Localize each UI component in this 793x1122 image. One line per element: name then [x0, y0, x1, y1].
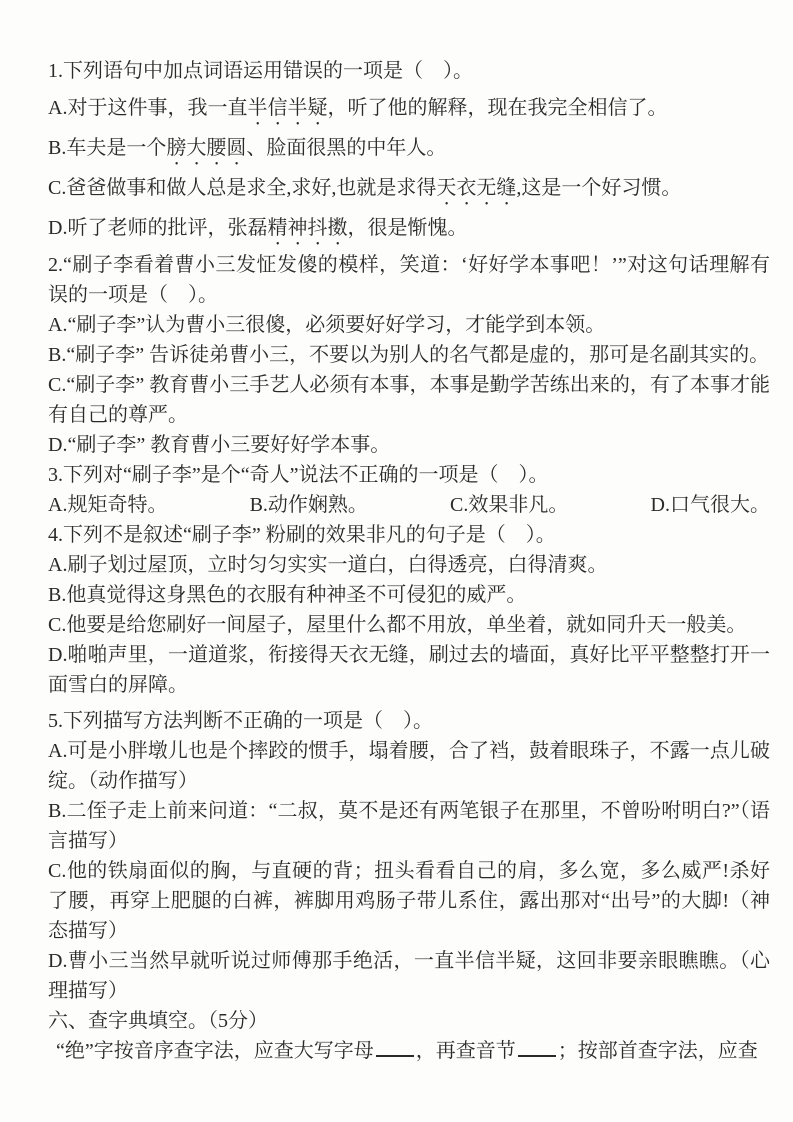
option-text: 、脸面很黑的中年人。 [246, 136, 447, 159]
blank-line [376, 1041, 414, 1057]
option-text: ,这是一个好习惯。 [516, 176, 682, 199]
option-text: A.对于这件事，我一直 [48, 96, 248, 119]
question-3-option-a: A.规矩奇特。 [48, 493, 168, 516]
question-1 [48, 53, 770, 250]
emphasized-word: 膀大腰圆 [166, 136, 247, 159]
option-text: ，听了他的解释，现在我完全相信了。 [327, 96, 668, 119]
question-1-option-a [48, 90, 770, 130]
question-3-option-c: C.效果非凡。 [450, 493, 569, 516]
question-1-option-b [48, 130, 770, 170]
question-3 [48, 460, 770, 520]
question-3-option-d: D.口气很大。 [650, 493, 770, 516]
dict-text: “绝”字按音序查字法，应查大写字母 [56, 1039, 374, 1062]
question-5-option-d: D.曹小三当然早就听说过师傅那手绝活，一直半信半疑，这回非要亲眼瞧瞧。（心理描写） [48, 949, 770, 1002]
question-1-stem: 1.下列语句中加点词语运用错误的一项是（ ）。 [48, 60, 473, 82]
option-text: C.爸爸做事和做人总是求全,求好,也就是求得 [48, 176, 437, 199]
emphasized-word: 半信半疑 [247, 96, 328, 119]
option-text: ，很是惭愧。 [347, 216, 468, 239]
dictionary-fill-line [48, 1036, 770, 1066]
blank-line [518, 1041, 556, 1057]
question-4-option-c: C.他要是给您刷好一间屋子，屋里什么都不用放，单坐着，就如同升天一般美。 [48, 613, 747, 636]
question-2-option-b: B.“刷子李” 告诉徒弟曹小三，不要以为别人的名气都是虚的，那可是名副其实的。 [48, 343, 770, 366]
question-4-option-b: B.他真觉得这身黑色的衣服有种神圣不可侵犯的威严。 [48, 583, 527, 606]
dict-text: ；按部首查字法，应查 [557, 1039, 758, 1062]
dict-text: ，再查音节 [415, 1039, 516, 1062]
question-4-option-a: A.刷子划过屋顶，立时匀匀实实一道白，白得透亮，白得清爽。 [48, 553, 608, 576]
question-2-option-d: D.“刷子李” 教育曹小三要好好学本事。 [48, 433, 391, 456]
question-3-option-b: B.动作娴熟。 [249, 493, 368, 516]
question-5-option-b: B.二侄子走上前来问道：“二叔，莫不是还有两笔银子在那里，不曾吩咐明白?”（语言描写） [48, 799, 770, 852]
question-5-option-a: A.可是小胖墩儿也是个摔跤的惯手，塌着腰，合了裆，鼓着眼珠子，不露一点儿破绽。（动作描写） [48, 739, 770, 792]
question-3-stem: 3.下列对“刷子李”是个“奇人”说法不正确的一项是（ ）。 [48, 463, 549, 486]
question-5 [48, 706, 770, 1006]
question-4 [48, 520, 770, 700]
section-6 [48, 1006, 770, 1066]
question-1-option-c [48, 170, 770, 210]
emphasized-word: 天衣无缝 [436, 176, 517, 199]
emphasized-word: 精神抖擞 [267, 216, 348, 239]
question-2-option-a: A.“刷子李”认为曹小三很傻，必须要好好学习，才能学到本领。 [48, 313, 606, 336]
question-2-stem: 2.“刷子李看着曹小三发怔发傻的模样，笑道：‘好好学本事吧！’”对这句话理解有误的一项是（ ）。 [48, 253, 770, 306]
question-5-stem: 5.下列描写方法判断不正确的一项是（ ）。 [48, 709, 433, 732]
section-6-header: 六、查字典填空。（5分） [48, 1009, 268, 1032]
question-2-option-c: C.“刷子李” 教育曹小三手艺人必须有本事，本事是勤学苦练出来的，有了本事才能有自己的尊严。 [48, 373, 770, 426]
question-5-option-c: C.他的铁扇面似的胸，与直硬的背；扭头看看自己的肩，多么宽，多么威严!杀好了腰，再穿上肥腿的白裤，裤脚用鸡肠子带儿系住，露出那对“出号”的大脚!（神态描写） [48, 859, 770, 942]
question-2 [48, 250, 770, 460]
question-4-option-d: D.啪啪声里，一道道浆，衔接得天衣无缝，刷过去的墙面，真好比平平整整打开一面雪白的屏障。 [48, 643, 770, 696]
question-1-option-d [48, 210, 770, 250]
question-4-stem: 4.下列不是叙述“刷子李” 粉刷的效果非凡的句子是（ ）。 [48, 523, 556, 546]
option-text: B.车夫是一个 [48, 136, 167, 159]
option-text: D.听了老师的批评，张磊 [48, 216, 268, 239]
question-3-options-row [48, 490, 770, 520]
